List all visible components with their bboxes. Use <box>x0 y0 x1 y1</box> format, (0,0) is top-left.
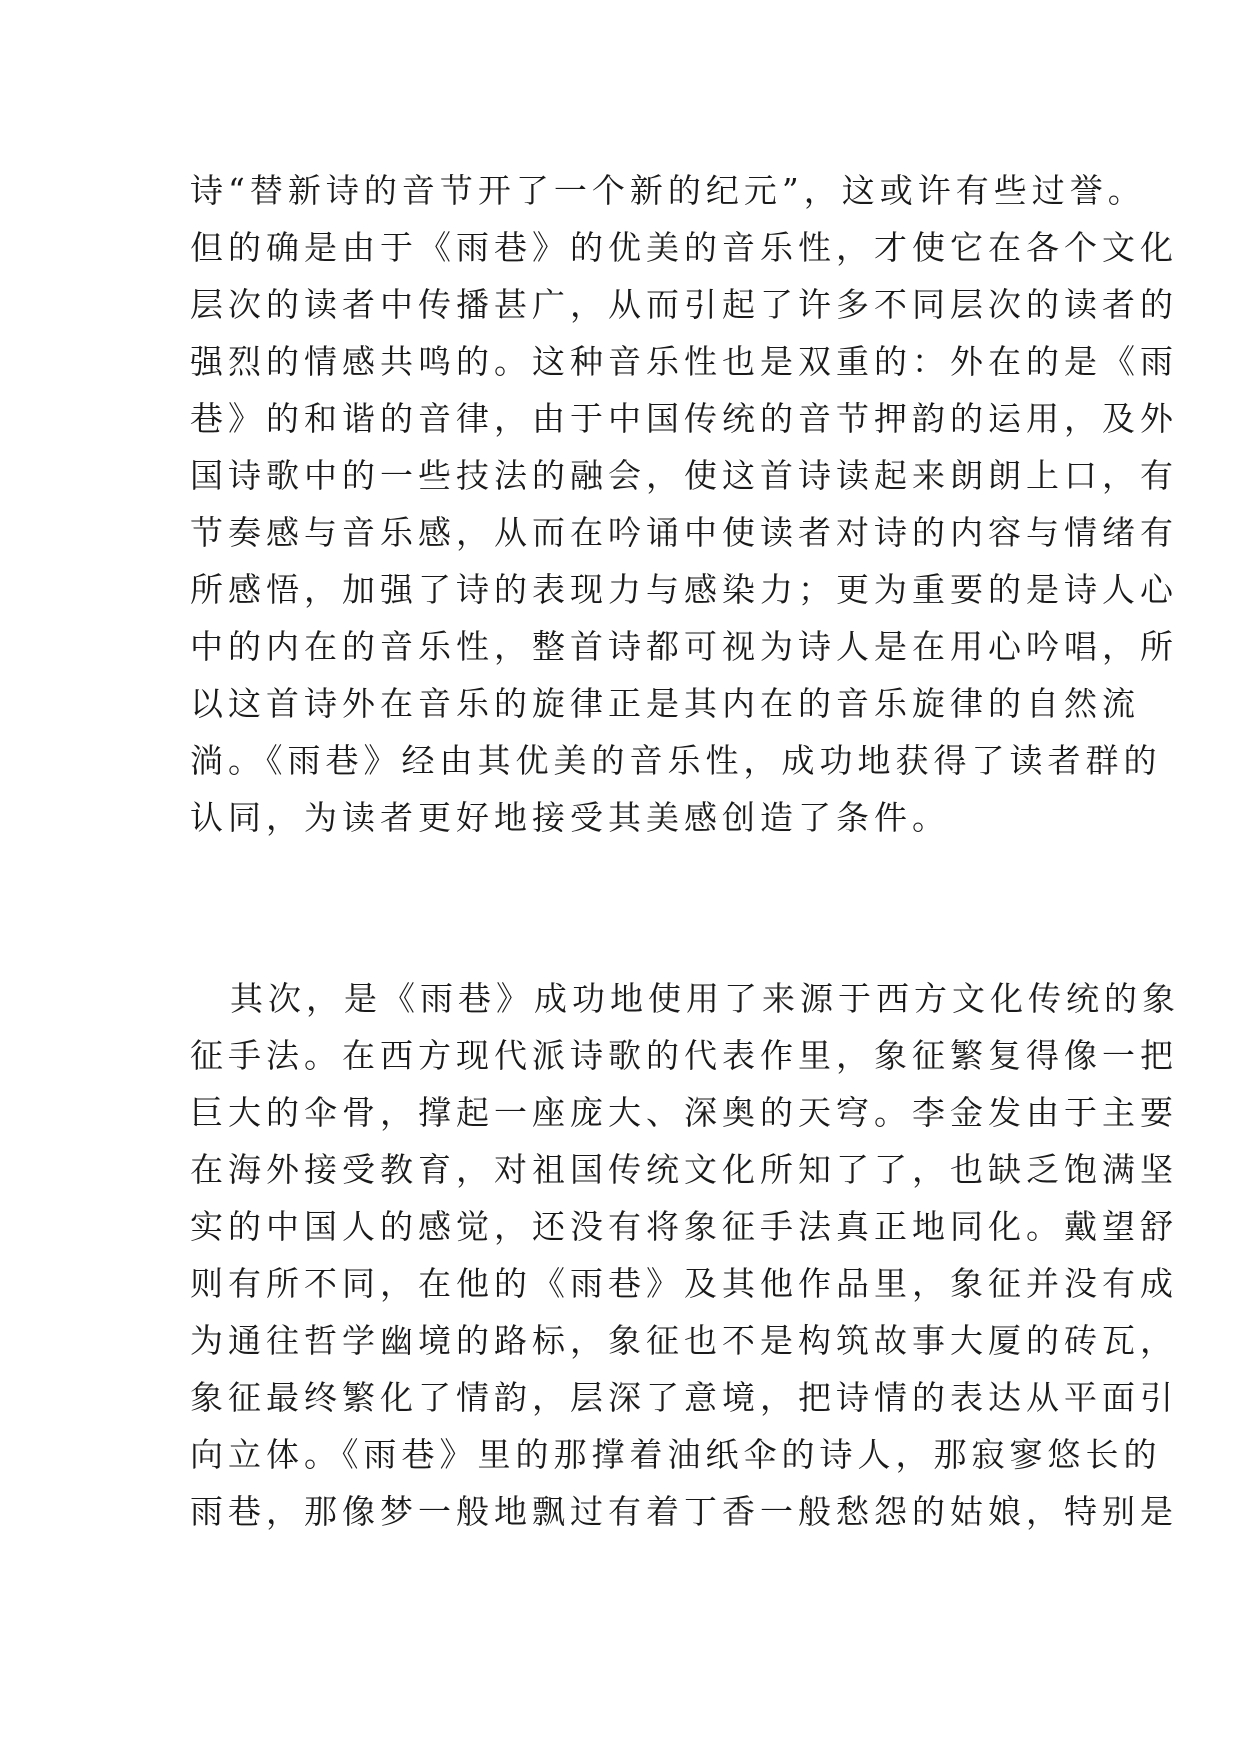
text-line: 淌。《雨巷》经由其优美的音乐性，成功地获得了读者群的 <box>190 741 1162 780</box>
text-line: 向立体。《雨巷》里的那撑着油纸伞的诗人，那寂寥悠长的 <box>190 1435 1162 1474</box>
paragraph-1 <box>190 162 1178 846</box>
text-line: 所感悟，加强了诗的表现力与感染力；更为重要的是诗人心 <box>190 570 1178 609</box>
text-line: 以这首诗外在音乐的旋律正是其内在的音乐旋律的自然流 <box>190 684 1140 723</box>
text-line: 国诗歌中的一些技法的融会，使这首诗读起来朗朗上口，有 <box>190 456 1178 495</box>
text-line: 为通往哲学幽境的路标，象征也不是构筑故事大厦的砖瓦， <box>190 1321 1178 1360</box>
text-line: 在海外接受教育，对祖国传统文化所知了了，也缺乏饱满坚 <box>190 1150 1178 1189</box>
text-line: 巷》的和谐的音律，由于中国传统的音节押韵的运用，及外 <box>190 399 1178 438</box>
paragraph-2 <box>190 970 1180 1540</box>
text-line: 但的确是由于《雨巷》的优美的音乐性，才使它在各个文化 <box>190 228 1178 267</box>
text-line: 中的内在的音乐性，整首诗都可视为诗人是在用心吟唱，所 <box>190 627 1178 666</box>
text-line: 层次的读者中传播甚广，从而引起了许多不同层次的读者的 <box>190 285 1178 324</box>
text-line: 其次，是《雨巷》成功地使用了来源于西方文化传统的象 <box>230 979 1180 1018</box>
text-line: 征手法。在西方现代派诗歌的代表作里，象征繁复得像一把 <box>190 1036 1178 1075</box>
text-line: 强烈的情感共鸣的。这种音乐性也是双重的：外在的是《雨 <box>190 342 1178 381</box>
text-line: 巨大的伞骨，撑起一座庞大、深奥的天穹。李金发由于主要 <box>190 1093 1178 1132</box>
text-line: 象征最终繁化了情韵，层深了意境，把诗情的表达从平面引 <box>190 1378 1178 1417</box>
text-line: 实的中国人的感觉，还没有将象征手法真正地同化。戴望舒 <box>190 1207 1178 1246</box>
text-line: 节奏感与音乐感，从而在吟诵中使读者对诗的内容与情绪有 <box>190 513 1178 552</box>
text-line: 则有所不同，在他的《雨巷》及其他作品里，象征并没有成 <box>190 1264 1178 1303</box>
text-line: 诗“替新诗的音节开了一个新的纪元”，这或许有些过誉。 <box>190 171 1146 210</box>
text-line: 雨巷，那像梦一般地飘过有着丁香一般愁怨的姑娘，特别是 <box>190 1492 1178 1531</box>
text-line: 认同，为读者更好地接受其美感创造了条件。 <box>190 798 950 837</box>
